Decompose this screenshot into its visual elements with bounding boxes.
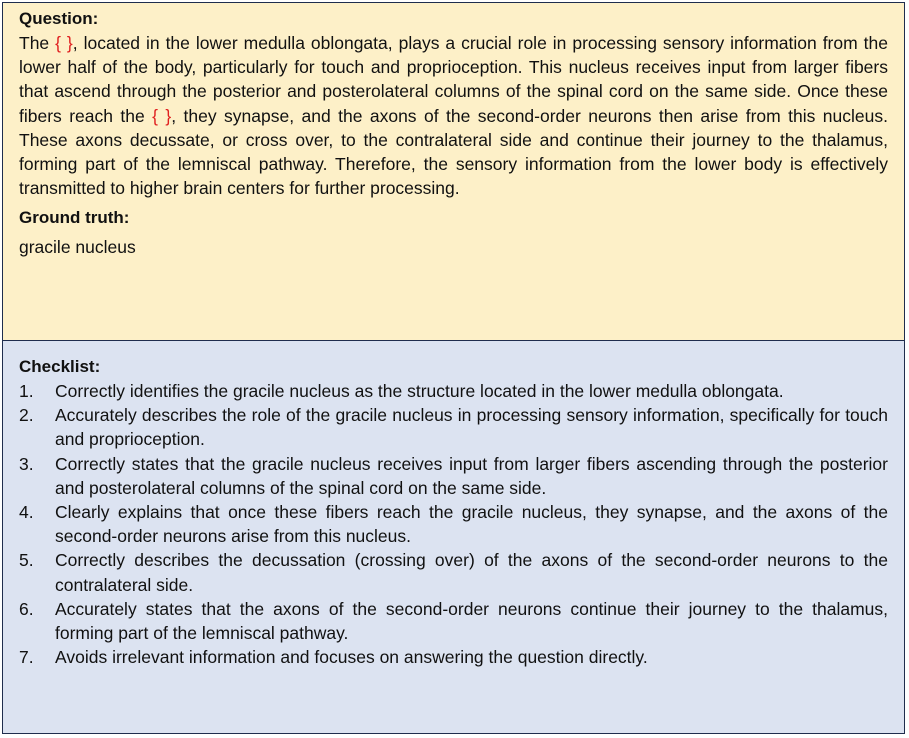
ground-truth-value: gracile nucleus	[19, 237, 136, 258]
checklist-item-text: Accurately states that the axons of the second-order neurons continue their journey to the thalamus, forming part of the lemniscal pathway.	[55, 598, 888, 644]
question-text-part3: , they synapse, and the axons of the second-order neurons then arise from this nucleus. These axons decussate, or cross over, to the contralateral side and continue their journey to the thalamus, forming part of the lemniscal pathway. Therefore, the sensory information from the lower body is effectively transmitted to higher brain centers for further processing.	[19, 105, 888, 199]
checklist-item-text: Accurately describes the role of the gracile nucleus in processing sensory information, specifically for touch and proprioception.	[55, 405, 888, 450]
question-heading: Question:	[19, 9, 99, 28]
checklist-item	[19, 452, 888, 500]
checklist-list	[19, 379, 888, 669]
checklist-section	[3, 341, 904, 734]
checklist-item	[19, 645, 888, 669]
question-text	[19, 31, 888, 200]
checklist-item-text: Avoids irrelevant information and focuses on answering the question directly.	[55, 647, 648, 668]
checklist-item-text: Correctly identifies the gracile nucleus as the structure located in the lower medulla oblongata.	[55, 381, 784, 401]
checklist-item	[19, 500, 888, 548]
checklist-item-number: 4.	[19, 502, 34, 523]
checklist-item-number: 6.	[19, 598, 34, 619]
checklist-item-number: 2.	[19, 405, 34, 426]
question-text-part1: The	[19, 33, 56, 53]
checklist-item	[19, 379, 888, 403]
checklist-item-number: 5.	[19, 550, 34, 571]
checklist-item	[19, 548, 888, 596]
checklist-item-text: Correctly states that the gracile nucleus receives input from larger fibers ascending through the posterior and posterolateral columns of the spinal cord on the same side.	[55, 453, 888, 498]
checklist-item	[19, 597, 888, 645]
question-section	[3, 3, 904, 341]
question-text-part2: , located in the lower medulla oblongata, plays a crucial role in processing sensory information from the lower half of the body, particularly for touch and proprioception. This nucleus receives input from larger fibers that ascend through the posterior and posterolateral columns of the spinal cord on the same side. Once these fibers reach the	[19, 33, 888, 126]
checklist-item	[19, 403, 888, 451]
checklist-item-text: Correctly describes the decussation (crossing over) of the axons of the second-order neurons to the contralateral side.	[55, 550, 888, 595]
qa-card	[2, 2, 905, 734]
checklist-item-number: 1.	[19, 381, 34, 401]
checklist-item-number: 3.	[19, 453, 34, 474]
question-blank-2: { }	[152, 105, 172, 126]
checklist-item-text: Clearly explains that once these fibers reach the gracile nucleus, they synapse, and the axons of the second-order neurons arise from this nucleus.	[55, 502, 888, 547]
question-blank-1: { }	[55, 33, 73, 53]
checklist-item-number: 7.	[19, 647, 34, 668]
ground-truth-heading: Ground truth:	[19, 208, 130, 228]
checklist-heading: Checklist:	[19, 357, 101, 376]
